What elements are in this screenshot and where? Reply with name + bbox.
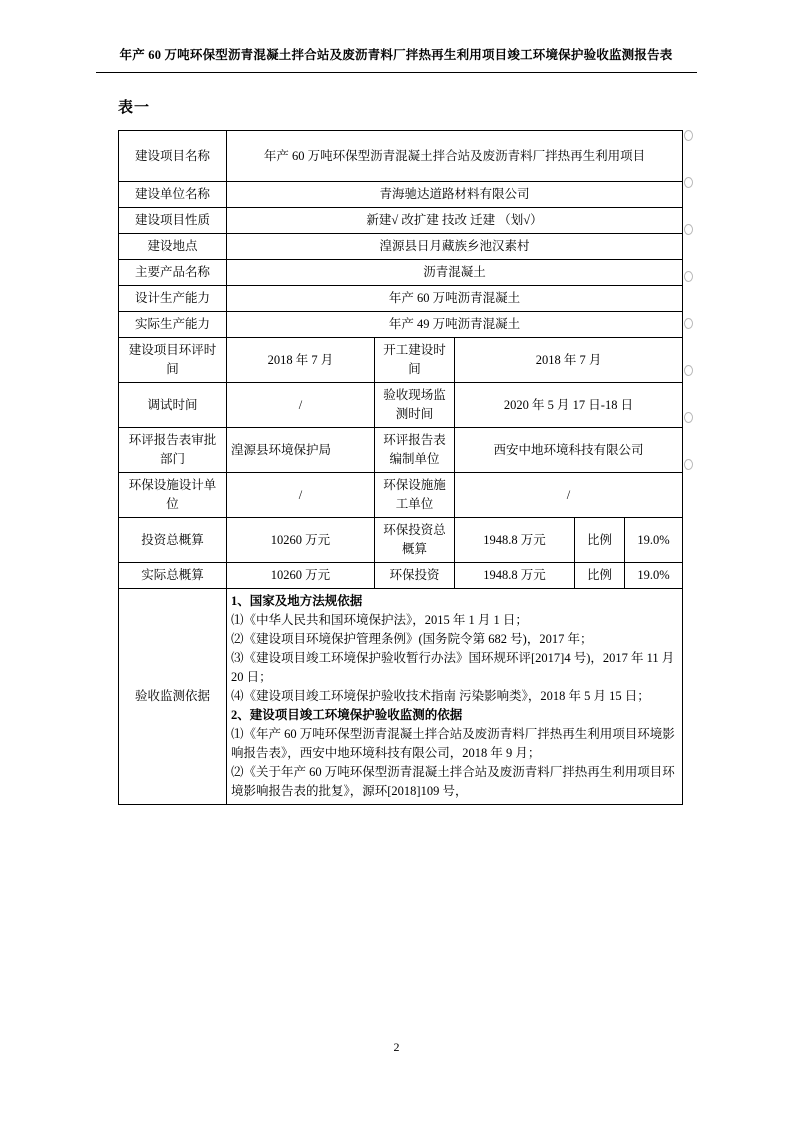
row-value-eia-compiler: 西安中地环境科技有限公司 bbox=[455, 428, 683, 473]
row-label-actual-capacity: 实际生产能力 bbox=[119, 312, 227, 338]
page-header bbox=[96, 46, 696, 64]
row-label-actual-env-ratio: 比例 bbox=[575, 563, 625, 589]
row-value-criteria bbox=[227, 589, 683, 805]
row-label-eia-time: 建设项目环评时间 bbox=[119, 338, 227, 383]
row-value-project-nature: 新建√ 改扩建 技改 迁建 （划√） bbox=[227, 208, 683, 234]
binding-hole bbox=[684, 224, 693, 235]
binding-hole bbox=[684, 459, 693, 470]
project-info-table bbox=[118, 130, 683, 805]
row-value-total-budget: 10260 万元 bbox=[227, 518, 375, 563]
row-value-project-name: 年产 60 万吨环保型沥青混凝土拌合站及废沥青料厂拌热再生利用项目 bbox=[227, 131, 683, 182]
row-value-commissioning-time: / bbox=[227, 383, 375, 428]
criteria-paragraph: ⑵《关于年产 60 万吨环保型沥青混凝土拌合站及废沥青料厂拌热再生利用项目环境影响报告表的批复》，源环[2018]109 号， bbox=[231, 765, 675, 798]
table-row bbox=[119, 383, 683, 428]
header-divider bbox=[96, 72, 697, 73]
row-label-design-capacity: 设计生产能力 bbox=[119, 286, 227, 312]
row-value-monitoring-time: 2020 年 5 月 17 日-18 日 bbox=[455, 383, 683, 428]
table-row bbox=[119, 208, 683, 234]
table-row bbox=[119, 563, 683, 589]
row-value-approval-dept: 湟源县环境保护局 bbox=[227, 428, 375, 473]
table-row bbox=[119, 338, 683, 383]
table-row bbox=[119, 428, 683, 473]
table-row bbox=[119, 473, 683, 518]
binding-hole bbox=[684, 318, 693, 329]
row-label-construction-start: 开工建设时间 bbox=[375, 338, 455, 383]
criteria-paragraph: ⑵《建设项目环境保护管理条例》(国务院令第 682 号)，2017 年； bbox=[231, 632, 593, 646]
table-row bbox=[119, 518, 683, 563]
row-label-criteria: 验收监测依据 bbox=[119, 589, 227, 805]
table-row-criteria bbox=[119, 589, 683, 805]
row-value-env-construction-unit: / bbox=[455, 473, 683, 518]
row-value-location: 湟源县日月藏族乡池汉素村 bbox=[227, 234, 683, 260]
row-label-project-nature: 建设项目性质 bbox=[119, 208, 227, 234]
row-value-construction-start: 2018 年 7 月 bbox=[455, 338, 683, 383]
row-value-design-capacity: 年产 60 万吨沥青混凝土 bbox=[227, 286, 683, 312]
row-value-actual-budget: 10260 万元 bbox=[227, 563, 375, 589]
criteria-paragraph: ⑶《建设项目竣工环境保护验收暂行办法》国环规环评[2017]4 号)，2017 年 11 月 20 日； bbox=[231, 651, 675, 684]
binding-hole bbox=[684, 412, 693, 423]
row-label-main-product: 主要产品名称 bbox=[119, 260, 227, 286]
row-value-actual-capacity: 年产 49 万吨沥青混凝土 bbox=[227, 312, 683, 338]
row-label-actual-budget: 实际总概算 bbox=[119, 563, 227, 589]
row-label-env-ratio: 比例 bbox=[575, 518, 625, 563]
row-label-actual-env-invest: 环保投资 bbox=[375, 563, 455, 589]
table-label: 表一 bbox=[118, 100, 151, 116]
criteria-paragraph: ⑷《建设项目竣工环境保护验收技术指南 污染影响类》，2018 年 5 月 15 日； bbox=[231, 689, 650, 703]
table-row bbox=[119, 131, 683, 182]
row-label-eia-compiler: 环评报告表编制单位 bbox=[375, 428, 455, 473]
row-value-env-budget: 1948.8 万元 bbox=[455, 518, 575, 563]
table-row bbox=[119, 182, 683, 208]
row-label-env-design-unit: 环保设施设计单位 bbox=[119, 473, 227, 518]
table-row bbox=[119, 286, 683, 312]
row-label-project-name: 建设项目名称 bbox=[119, 131, 227, 182]
binding-holes bbox=[684, 130, 698, 550]
row-label-location: 建设地点 bbox=[119, 234, 227, 260]
row-value-env-ratio: 19.0% bbox=[625, 518, 683, 563]
row-value-main-product: 沥青混凝土 bbox=[227, 260, 683, 286]
criteria-paragraph: 1、国家及地方法规依据 bbox=[231, 594, 363, 608]
row-label-company: 建设单位名称 bbox=[119, 182, 227, 208]
row-value-eia-time: 2018 年 7 月 bbox=[227, 338, 375, 383]
page-number: 2 bbox=[393, 1040, 400, 1054]
row-value-actual-env-ratio: 19.0% bbox=[625, 563, 683, 589]
table-row bbox=[119, 260, 683, 286]
criteria-paragraph: ⑴《中华人民共和国环境保护法》，2015 年 1 月 1 日； bbox=[231, 613, 528, 627]
criteria-paragraph: ⑴《年产 60 万吨环保型沥青混凝土拌合站及废沥青料厂拌热再生利用项目环境影响报告表》，西安中地环境科技有限公司，2018 年 9 月； bbox=[231, 727, 675, 760]
row-label-env-budget: 环保投资总概算 bbox=[375, 518, 455, 563]
row-value-env-design-unit: / bbox=[227, 473, 375, 518]
criteria-paragraph: 2、建设项目竣工环境保护验收监测的依据 bbox=[231, 708, 463, 722]
row-label-approval-dept: 环评报告表审批部门 bbox=[119, 428, 227, 473]
row-value-company: 青海驰达道路材料有限公司 bbox=[227, 182, 683, 208]
row-label-commissioning-time: 调试时间 bbox=[119, 383, 227, 428]
header-title: 年产 60 万吨环保型沥青混凝土拌合站及废沥青料厂拌热再生利用项目竣工环境保护验收监测报告表 bbox=[119, 48, 673, 62]
binding-hole bbox=[684, 130, 693, 141]
table-row bbox=[119, 234, 683, 260]
row-value-actual-env-invest: 1948.8 万元 bbox=[455, 563, 575, 589]
binding-hole bbox=[684, 177, 693, 188]
row-label-monitoring-time: 验收现场监测时间 bbox=[375, 383, 455, 428]
table-row bbox=[119, 312, 683, 338]
row-label-env-construction-unit: 环保设施施工单位 bbox=[375, 473, 455, 518]
binding-hole bbox=[684, 365, 693, 376]
row-label-total-budget: 投资总概算 bbox=[119, 518, 227, 563]
binding-hole bbox=[684, 271, 693, 282]
